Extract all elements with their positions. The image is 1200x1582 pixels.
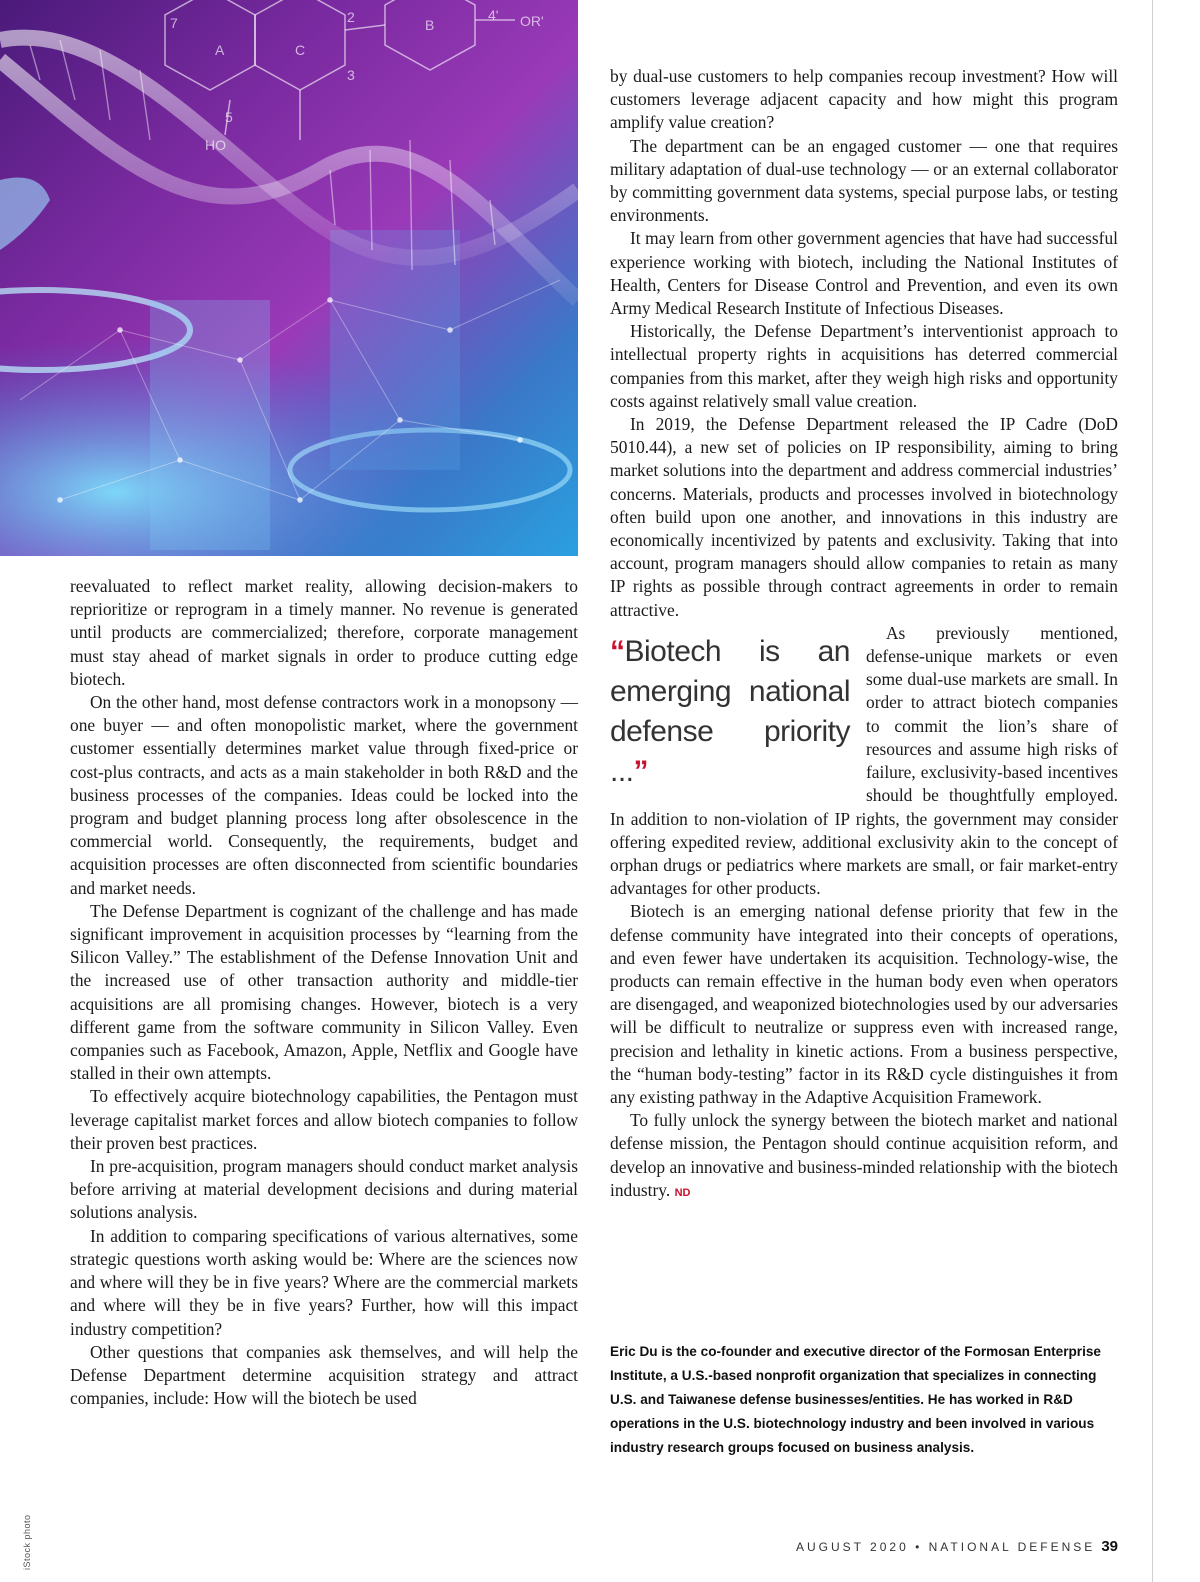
page-number: 39 — [1101, 1538, 1118, 1555]
ring-label-b: B — [425, 17, 435, 33]
or-group-label: OR' — [520, 13, 544, 29]
position-label-3: 3 — [347, 67, 355, 83]
position-label-5: 5 — [225, 109, 233, 125]
issue-line: AUGUST 2020 • NATIONAL DEFENSE — [795, 1540, 1096, 1554]
body-paragraph: It may learn from other government agencies that have had successful experience working with biotech, including the National Institutes of Health, Centers for Disease Control and Prevention, and even its own Army Medical Research Institute of Infectious Diseases. — [610, 228, 1118, 319]
body-paragraph: The department can be an engaged customer — one that requires military adaptation of dual-use technology — or an external collaborator by committing government data systems, special purpose labs, or testing environments. — [610, 135, 1118, 226]
body-paragraph: As previously mentioned, defense-unique markets or even some dual-use markets are small. In order to attract biotech companies to commit the lion’s share of resources and assume high risks of failure, exclusivity-based incentives should be thoughtfully employed. In addition to non-violation of IP rights, the government may consider offering expedited review, additional exclusivity akin to the concept of orphan drugs or pediatrics where markets are small, or fair market-entry advantages for other products. — [610, 622, 1118, 899]
body-paragraph: To effectively acquire biotechnology capabilities, the Pentagon must leverage capitalist market forces and allow biotech companies to follow their proven best practices. — [70, 1086, 578, 1153]
body-paragraph — [610, 1109, 1118, 1205]
ring-label-c: C — [295, 42, 306, 58]
position-label-4: 4' — [488, 7, 499, 23]
body-paragraph: Other questions that companies ask themselves, and will help the Defense Department determine acquisition strategy and attract companies, include: How will the biotech be used — [70, 1341, 578, 1409]
body-paragraph: In addition to comparing specifications of various alternatives, some strategic questions worth asking would be: Where are the sciences now and where will they be in five years? Where are the commercial markets and where will they be in five years? Further, how will this impact industry competition? — [70, 1225, 578, 1339]
right-column — [610, 65, 1118, 1205]
header-photo — [0, 0, 578, 556]
body-paragraph: reevaluated to reflect market reality, allowing decision-makers to reprioritize or reprogram in a timely manner. No revenue is generated until products are commercialized; therefore, corporate management must stay ahead of market signals in order to produce cutting edge biotech. — [70, 576, 578, 689]
left-column — [70, 575, 578, 1410]
body-paragraph: by dual-use customers to help companies recoup investment? How will customers leverage adjacent capacity and how might this program amplify value creation? — [610, 66, 1118, 133]
body-paragraph: In 2019, the Defense Department released the IP Cadre (DoD 5010.44), a new set of policies on IP responsibility, aiming to bring market solutions into the department and address commercial industries’ concerns. Materials, products and processes involved in biotechnology often build upon one another, and innovations in this industry are economically incentivized by patents and exclusivity. Taking that into account, program managers should allow companies to retain as many IP rights as possible through contract agreements in order to remain attractive. — [610, 414, 1118, 620]
ring-label-a: A — [215, 42, 225, 58]
pull-quote-close-mark: ” — [633, 754, 649, 788]
page-footer — [796, 1538, 1118, 1555]
body-paragraph: Biotech is an emerging national defense priority that few in the defense community have integrated into their concepts of operations, and even fewer have undertaken its acquisition. Technology-wise, the products can remain effective in the human body even when operators are disengaged, and weaponized biotechnologies used by our adversaries will be difficult to neutralize or suppress even with increased range, precision and lethality in kinetic actions. From a business perspective, the “human body-testing” factor in its R&D cycle distinguishes it from any existing pathway in the Adaptive Acquisition Framework. — [610, 901, 1118, 1107]
end-mark: ND — [674, 1186, 691, 1199]
pull-quote-open-mark: “ — [610, 634, 625, 668]
position-label-2: 2 — [347, 9, 355, 25]
pull-quote — [610, 632, 850, 792]
pull-quote-text: Biotech is an emerging national defense priority ... — [610, 634, 850, 788]
page-edge-rule — [1152, 0, 1153, 1582]
dna-molecule-illustration — [0, 0, 578, 556]
body-paragraph: Historically, the Defense Department’s interventionist approach to intellectual property rights in acquisitions has deterred commercial companies from this market, after they weigh high risks and opportunity costs against relatively small value creation. — [610, 321, 1118, 411]
photo-credit: iStock photo — [22, 1514, 32, 1570]
body-paragraph: The Defense Department is cognizant of the challenge and has made significant improvement in acquisition processes by “learning from the Silicon Valley.” The establishment of the Defense Innovation Unit and the increased use of other transaction authority and middle-tier acquisitions are all promising changes. However, biotech is a very different game from the software community in Silicon Valley. Even companies such as Facebook, Amazon, Apple, Netflix and Google have stalled in their own attempts. — [70, 900, 578, 1084]
body-paragraph: In pre-acquisition, program managers should conduct market analysis before arriving at material development decisions and during material solutions analysis. — [70, 1156, 578, 1223]
body-paragraph: On the other hand, most defense contractors work in a monopsony — one buyer — and often monopolistic market, where the government customer essentially determines market value through fixed-price or cost-plus contracts, and acts as a main stakeholder in both R&D and the business processes of the companies. Ideas could be locked into the program and budget planning process long after obsolescence in the commercial world. Consequently, the requirements, budget and acquisition processes are often disconnected from scientific boundaries and market needs. — [70, 692, 578, 898]
hydroxyl-label: HO — [205, 137, 226, 153]
author-bio: Eric Du is the co-founder and executive director of the Formosan Enterprise Institute, a U.S.-based nonprofit organization that specializes in connecting U.S. and Taiwanese defense businesses/entities. He has worked in R&D operations in the U.S. biotechnology industry and been involved in various industry research groups focused on business analysis. — [610, 1344, 1101, 1455]
position-label-7: 7 — [170, 15, 178, 31]
closing-paragraph-text: To fully unlock the synergy between the biotech market and national defense mission, the Pentagon should continue acquisition reform, and develop an innovative and business-minded relationship with the biotech industry. — [610, 1110, 1118, 1200]
